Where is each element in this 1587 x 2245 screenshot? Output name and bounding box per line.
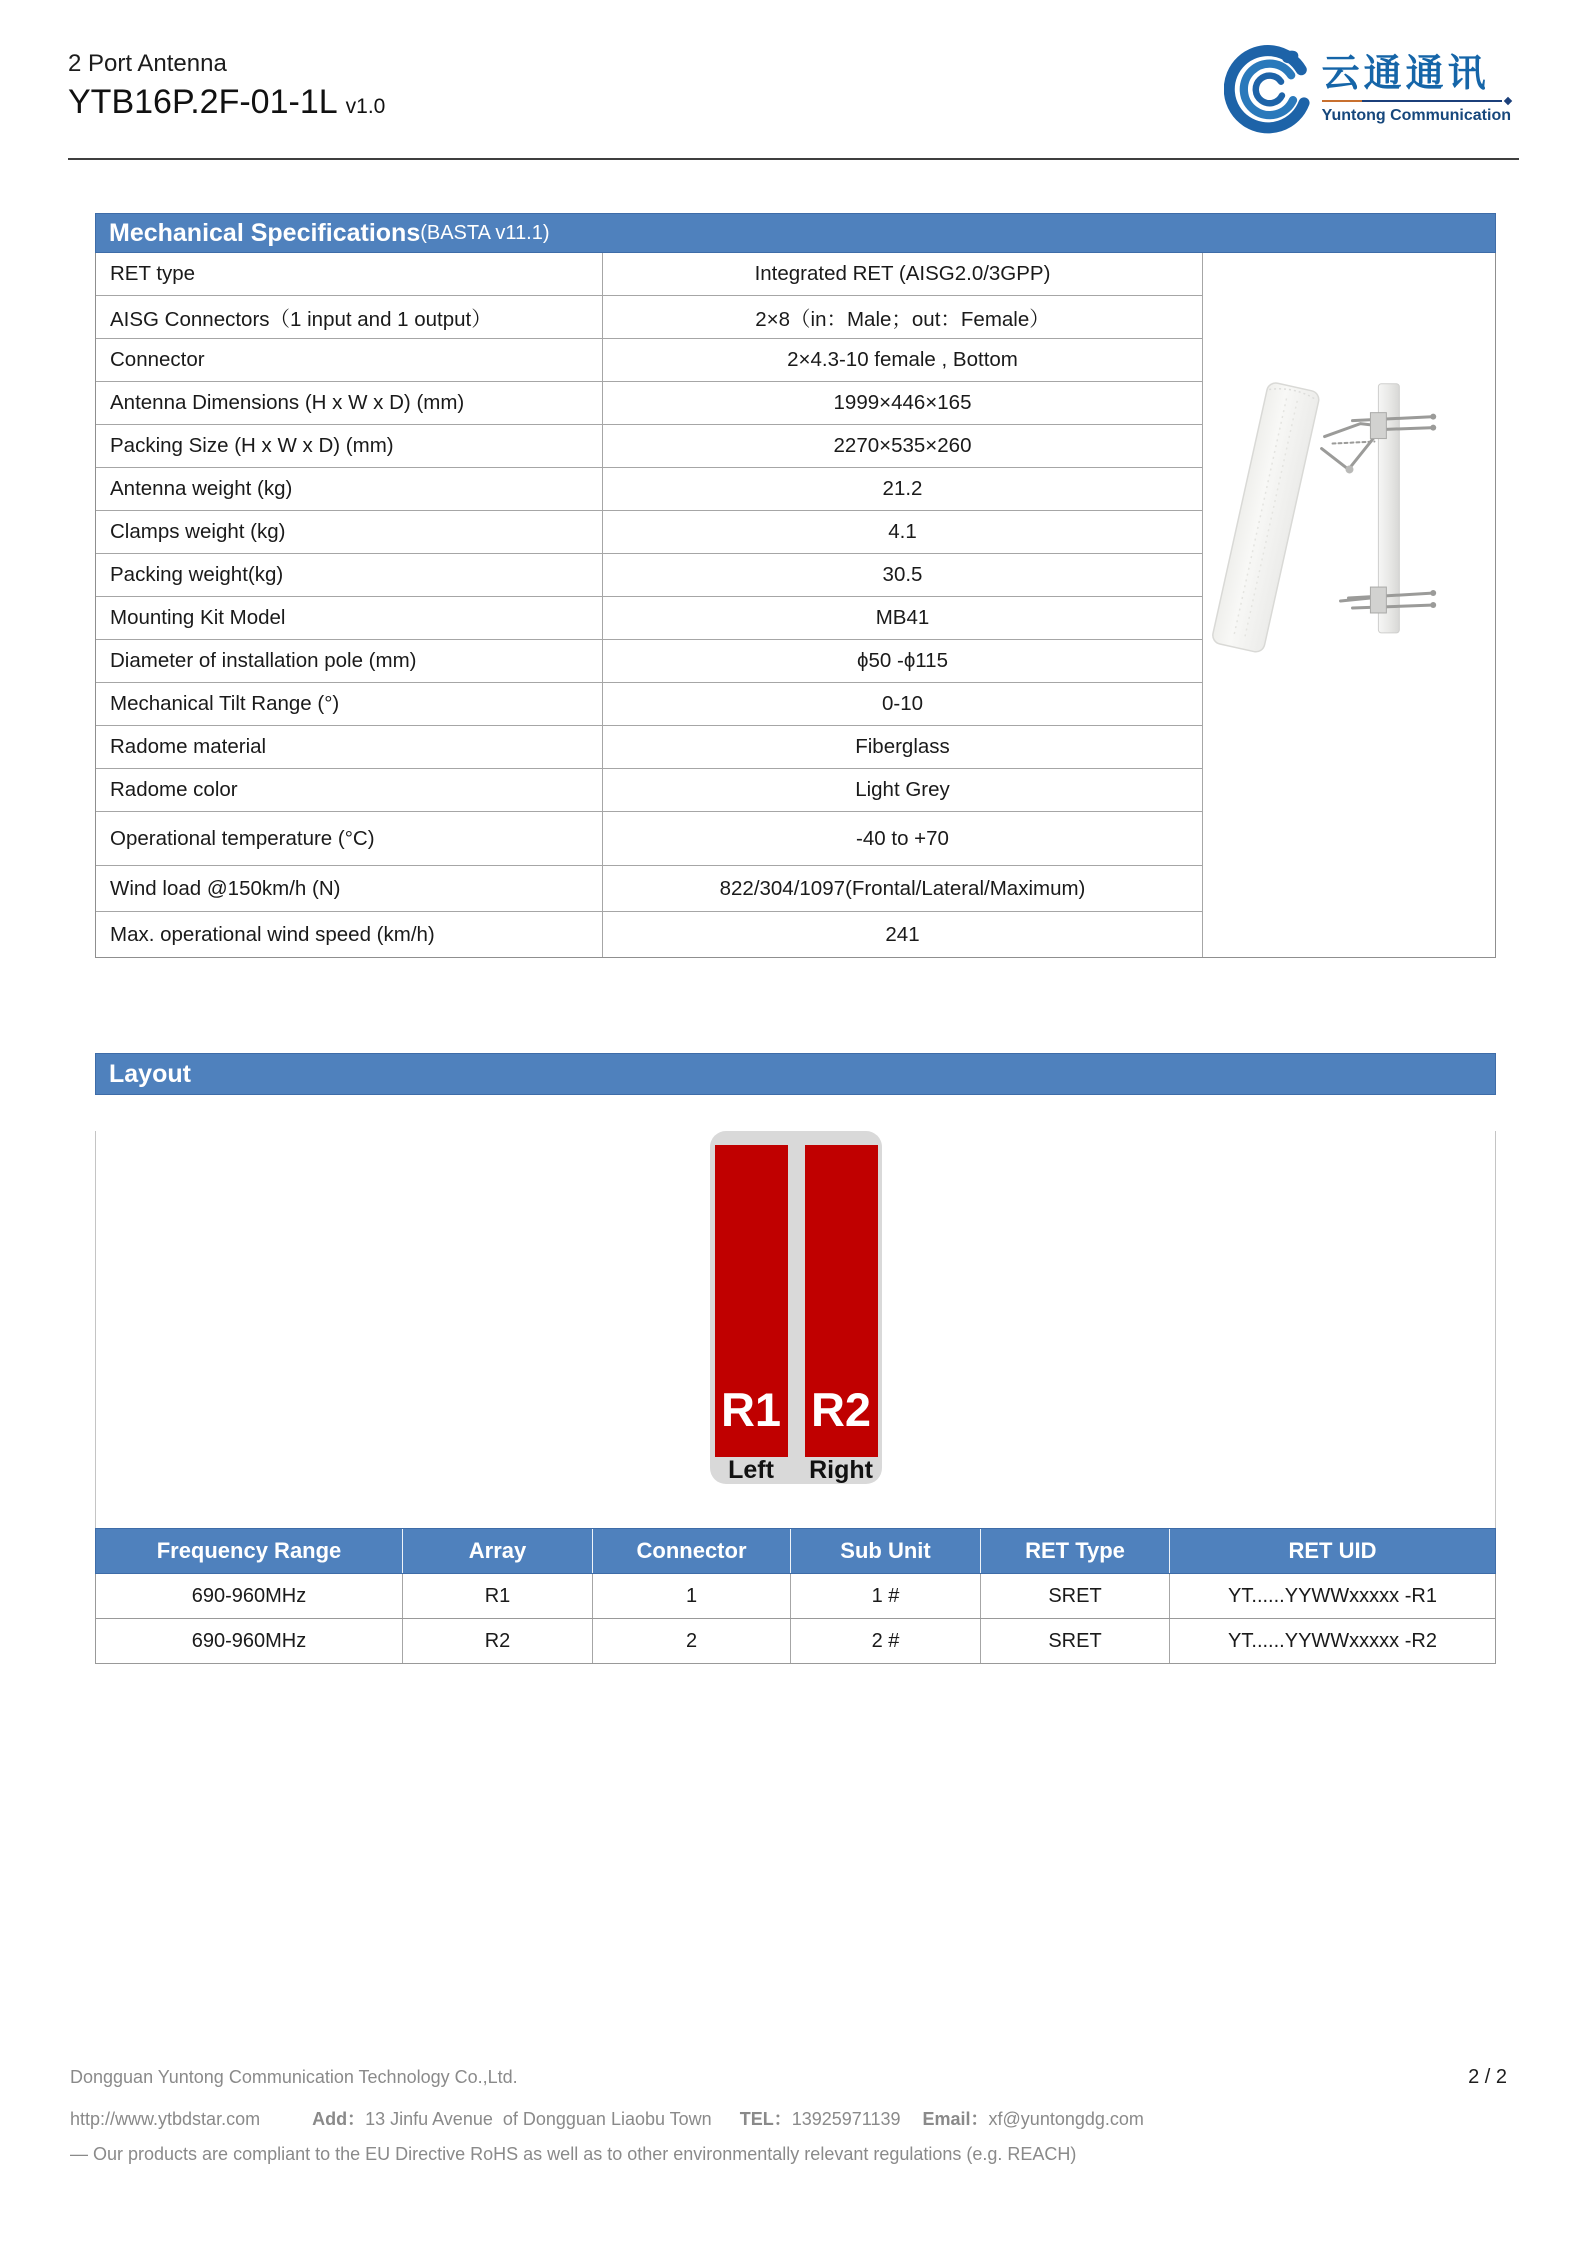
column-header: Array xyxy=(403,1529,593,1573)
column-header: Sub Unit xyxy=(791,1529,981,1573)
spec-value: Integrated RET (AISG2.0/3GPP) xyxy=(754,262,1051,285)
model-number: YTB16P.2F-01-1L xyxy=(68,83,338,121)
spec-value: 241 xyxy=(885,922,920,946)
footer-compliance-line: — Our products are compliant to the EU Directive RoHS as well as to other environmentally relevant regulations (e.g. REACH) xyxy=(70,2144,1077,2164)
table-cell: R1 xyxy=(403,1574,593,1618)
frequency-table xyxy=(95,1528,1496,1664)
spec-label: Connector xyxy=(96,339,603,381)
column-header: RET UID xyxy=(1288,1538,1377,1563)
spec-label: Diameter of installation pole (mm) xyxy=(96,640,603,682)
table-cell: 1 xyxy=(593,1574,791,1618)
spec-label: Operational temperature (°C) xyxy=(96,812,603,865)
spec-value: Fiberglass xyxy=(855,735,950,758)
model-title xyxy=(68,83,385,122)
spec-label: Antenna weight (kg) xyxy=(96,468,603,510)
logo-text-block xyxy=(1321,52,1511,126)
table-row xyxy=(96,866,1202,912)
table-row xyxy=(95,1574,1496,1619)
array-bar-r1 xyxy=(715,1145,788,1457)
table-row xyxy=(95,1619,1496,1664)
table-cell: YT......YYWWxxxxx -R2 xyxy=(1228,1629,1437,1652)
table-cell: SRET xyxy=(981,1574,1170,1618)
array-side-label: Right xyxy=(809,1456,873,1484)
column-header: Frequency Range xyxy=(96,1529,403,1573)
array-bar-r2 xyxy=(805,1145,878,1457)
company-website: http://www.ytbdstar.com xyxy=(70,2109,261,2129)
spec-label: Clamps weight (kg) xyxy=(96,511,603,553)
table-row xyxy=(96,296,1202,339)
table-row xyxy=(96,640,1202,683)
table-row xyxy=(96,726,1202,769)
table-cell: 2 xyxy=(593,1619,791,1663)
spec-value: 1999×446×165 xyxy=(833,391,972,414)
table-cell: 690-960MHz xyxy=(96,1574,403,1618)
table-row xyxy=(96,339,1202,382)
antenna-installation-photo xyxy=(1202,253,1495,957)
layout-content xyxy=(95,1131,1496,1564)
table-cell: 690-960MHz xyxy=(96,1619,403,1663)
layout-section-title: Layout xyxy=(109,1059,191,1088)
column-header: Connector xyxy=(593,1529,791,1573)
array-column-left xyxy=(715,1145,788,1484)
spec-value: 2×8（in：Male；out：Female） xyxy=(755,308,1050,331)
spec-value: 0-10 xyxy=(881,692,924,715)
address-label: Add： xyxy=(312,2109,366,2129)
array-id-label: R1 xyxy=(720,1383,782,1436)
spec-value: 822/304/1097(Frontal/Lateral/Maximum) xyxy=(719,876,1086,900)
spec-value: 4.1 xyxy=(888,520,917,543)
email-label: Email： xyxy=(922,2109,989,2129)
mechanical-section-title: Mechanical Specifications xyxy=(109,218,421,247)
address-part1: 13 Jinfu Avenue xyxy=(365,2109,493,2129)
email-address: xf@yuntongdg.com xyxy=(988,2109,1144,2129)
table-row xyxy=(96,382,1202,425)
table-row xyxy=(96,812,1202,866)
spec-label: Mechanical Tilt Range (°) xyxy=(96,683,603,725)
spec-label: Wind load @150km/h (N) xyxy=(96,866,603,911)
spec-label: AISG Connectors（1 input and 1 output） xyxy=(96,296,603,338)
page-footer xyxy=(70,2066,1507,2165)
page-number: 2 / 2 xyxy=(1468,2066,1507,2088)
mechanical-section-subtitle: (BASTA v11.1) xyxy=(420,221,550,244)
layout-section xyxy=(95,1053,1496,1564)
layout-section-header xyxy=(95,1053,1496,1095)
table-cell: SRET xyxy=(981,1619,1170,1663)
logo-divider-orange xyxy=(1322,100,1362,102)
spec-label: Packing weight(kg) xyxy=(96,554,603,596)
table-row xyxy=(96,554,1202,597)
spec-value: MB41 xyxy=(875,606,930,629)
spec-value: Light Grey xyxy=(855,778,950,801)
table-row xyxy=(96,769,1202,812)
spec-value: -40 to +70 xyxy=(856,826,949,850)
column-header: RET Type xyxy=(981,1529,1170,1573)
product-line-title: 2 Port Antenna xyxy=(68,50,227,77)
mechanical-spec-rows xyxy=(96,253,1202,957)
table-cell: 1 # xyxy=(791,1574,981,1618)
mechanical-spec-table xyxy=(95,253,1496,958)
document-title-block xyxy=(68,50,385,122)
table-row xyxy=(96,597,1202,640)
spec-label: Antenna Dimensions (H x W x D) (mm) xyxy=(96,382,603,424)
spec-value: 30.5 xyxy=(882,563,923,586)
table-row xyxy=(96,912,1202,957)
header-divider-rule xyxy=(68,158,1519,160)
spec-value: 2×4.3-10 female , Bottom xyxy=(787,348,1018,371)
logo-divider-navy xyxy=(1362,100,1502,102)
model-version: v1.0 xyxy=(345,95,386,118)
logo-divider xyxy=(1322,98,1511,104)
array-layout-diagram xyxy=(710,1131,882,1484)
table-row xyxy=(96,511,1202,554)
table-row xyxy=(96,425,1202,468)
spec-label: Packing Size (H x W x D) (mm) xyxy=(96,425,603,467)
logo-chinese-name: 云通通讯 xyxy=(1321,52,1490,95)
array-column-right xyxy=(805,1145,878,1484)
company-logo xyxy=(1224,44,1511,136)
table-cell: 2 # xyxy=(791,1619,981,1663)
spec-label: Max. operational wind speed (km/h) xyxy=(96,912,603,957)
table-row xyxy=(96,683,1202,726)
table-cell: YT......YYWWxxxxx -R1 xyxy=(1228,1584,1437,1607)
spec-value: 2270×535×260 xyxy=(833,434,972,457)
frequency-table-header xyxy=(95,1528,1496,1574)
logo-english-name: Yuntong Communication xyxy=(1321,107,1511,125)
array-id-label: R2 xyxy=(810,1383,872,1436)
array-side-label: Left xyxy=(728,1456,774,1484)
footer-company-line xyxy=(70,2066,1507,2089)
spec-label: Mounting Kit Model xyxy=(96,597,603,639)
spec-label: Radome color xyxy=(96,769,603,811)
tel-label: TEL： xyxy=(739,2109,792,2129)
logo-divider-diamond xyxy=(1504,97,1512,105)
spec-value: 21.2 xyxy=(882,477,923,500)
mechanical-section-header xyxy=(95,213,1496,253)
tel-number: 13925971139 xyxy=(791,2109,901,2129)
yuntong-swirl-icon xyxy=(1224,44,1316,136)
table-cell: R2 xyxy=(403,1619,593,1663)
spec-label: Radome material xyxy=(96,726,603,768)
footer-contact-line xyxy=(70,2105,1507,2131)
table-row xyxy=(96,253,1202,296)
mechanical-specifications-section xyxy=(95,213,1496,958)
table-row xyxy=(96,468,1202,511)
spec-value: ϕ50 -ϕ115 xyxy=(857,649,948,672)
address-part2: of Dongguan Liaobu Town xyxy=(502,2109,712,2129)
spec-label: RET type xyxy=(96,253,603,295)
company-name: Dongguan Yuntong Communication Technology Co.,Ltd. xyxy=(70,2067,518,2087)
